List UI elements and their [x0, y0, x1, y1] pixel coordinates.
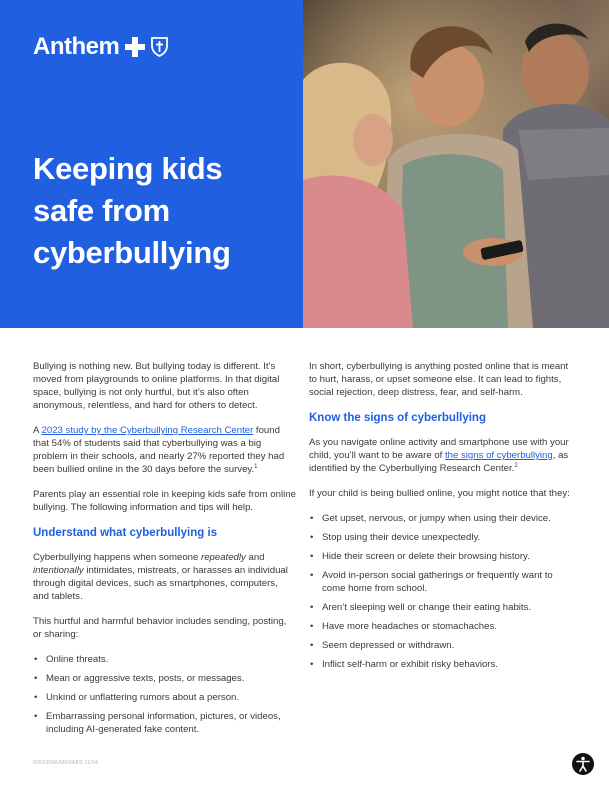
definition-text: Cyberbullying happens when someone	[33, 552, 201, 563]
signs-paragraph	[309, 436, 574, 475]
notice-paragraph: If your child is being bullied online, you might notice that they:	[309, 488, 570, 499]
study-text: found that 54% of students said that cyberbullying was a big problem in their schools, and nearly 27% reported they had been bullied online in the 30 days before the survey.	[33, 425, 285, 475]
cross-icon	[125, 37, 145, 57]
hero-blue-panel	[0, 0, 303, 328]
emphasis-text: repeatedly	[201, 552, 246, 563]
study-paragraph	[33, 424, 296, 476]
list-item: • Online threats.	[33, 653, 296, 666]
emphasis-text: intentionally	[33, 565, 84, 576]
list-item: • Unkind or unflattering rumors about a person.	[33, 691, 296, 704]
left-column	[33, 360, 296, 742]
list-item: • Avoid in-person social gatherings or frequently want to come home from school.	[309, 569, 574, 595]
title-line: Keeping kids	[33, 151, 223, 186]
list-item: • Inflict self-harm or exhibit risky behaviors.	[309, 658, 574, 671]
document-code: 505935MUMENABS 11/24	[33, 760, 99, 766]
list-item: • Have more headaches or stomachaches.	[309, 620, 574, 633]
accessibility-figure	[572, 753, 594, 775]
parents-paragraph: Parents play an essential role in keeping kids safe from online bullying. The following information and tips will help.	[33, 489, 296, 513]
title-line: safe from	[33, 193, 170, 228]
list-item: • Embarrassing personal information, pictures, or videos, including AI-generated fake content.	[33, 710, 296, 736]
anthem-logo	[33, 33, 168, 61]
signs-text: , as identified by the Cyberbullying Research Center.	[309, 450, 569, 474]
list-item: • Aren’t sleeping well or change their eating habits.	[309, 601, 574, 614]
summary-paragraph: In short, cyberbullying is anything posted online that is meant to hurt, harass, or upset someone else. It can lead to fights, social rejection, deep distress, fear, and self-harm.	[309, 361, 569, 398]
footnote-marker: 2	[514, 462, 518, 469]
signs-text: As you navigate online activity and smartphone use with your child, you’ll want to be aware of	[309, 437, 569, 461]
section-heading-signs: Know the signs of cyberbullying	[309, 412, 486, 424]
list-item: • Seem depressed or withdrawn.	[309, 639, 574, 652]
signs-link[interactable]: the signs of cyberbullying	[445, 450, 553, 461]
photo-illustration	[303, 0, 609, 328]
right-column	[309, 360, 574, 677]
accessibility-icon[interactable]	[572, 753, 594, 775]
intro-paragraph: Bullying is nothing new. But bullying today is different. It’s moved from playgrounds to online platforms. In that digital space, bullying is not only hurtful, but it’s also often anonymous, relentless, and hard for others to detect.	[33, 361, 280, 411]
study-link[interactable]: 2023 study by the Cyberbullying Research Center	[41, 425, 254, 436]
page-title	[33, 148, 293, 274]
definition-text: and	[245, 552, 265, 563]
list-item: • Get upset, nervous, or jumpy when using their device.	[309, 512, 574, 525]
list-item: • Mean or aggressive texts, posts, or messages.	[33, 672, 296, 685]
definition-text: intimidates, mistreats, or harasses an individual through digital devices, such as smartphones, computers, and tablets.	[33, 565, 288, 602]
signs-list	[309, 512, 574, 671]
shield-icon	[151, 37, 168, 57]
family-looking-at-phone-photo	[303, 0, 609, 328]
title-line: cyberbullying	[33, 235, 231, 270]
hero	[0, 0, 609, 328]
footnote-marker: 1	[254, 463, 258, 470]
behavior-list	[33, 653, 296, 736]
list-item: • Hide their screen or delete their browsing history.	[309, 550, 574, 563]
section-heading-understand: Understand what cyberbullying is	[33, 527, 218, 539]
list-item: • Stop using their device unexpectedly.	[309, 531, 574, 544]
behavior-paragraph: This hurtful and harmful behavior includes sending, posting, or sharing:	[33, 616, 287, 640]
logo-wordmark: Anthem	[33, 33, 120, 60]
study-text: A	[33, 425, 42, 436]
definition-paragraph	[33, 551, 296, 603]
